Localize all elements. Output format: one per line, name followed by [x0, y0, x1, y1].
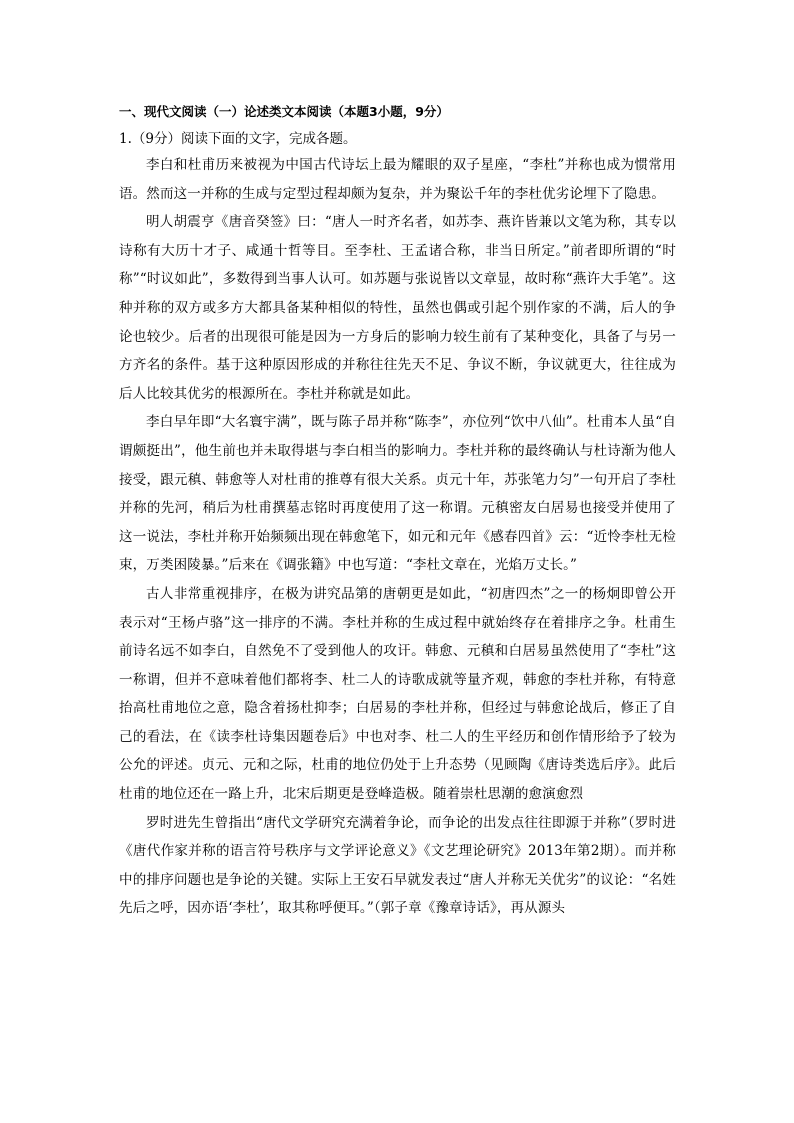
body-paragraph-1: 李白和杜甫历来被视为中国古代诗坛上最为耀眼的双子星座，“李杜”并称也成为惯常用语。然而这一并称的生成与定型过程却颇为复杂，并为聚讼千年的李杜优劣论埋下了隐患。 — [119, 157, 676, 202]
body-paragraph-5: 罗时进先生曾指出“唐代文学研究充满着争论，而争论的出发点往往即源于并称”（罗时进《唐代作家并称的语言符号秩序与文学评论意义》《文艺理论研究》2013年第2期）。而并称中的排序问题也是争论的关键。实际上王安石早就发表过“唐人并称无关优劣”的议论：“名姓先后之呼，因亦语‘李杜’，取其称呼便耳。”（郭子章《豫章诗话》，再从源头 — [119, 814, 676, 917]
section-heading: 一、现代文阅读（一）论述类文本阅读（本题3小题，9分） — [119, 104, 449, 119]
body-paragraph-3: 李白早年即“大名寰宇满”，既与陈子昂并称“陈李”，亦位列“饮中八仙”。杜甫本人虽“自谓颇挺出”，他生前也并未取得堪与李白相当的影响力。李杜并称的最终确认与杜诗渐为他人接受，跟元稹、韩愈等人对杜甫的推尊有很大关系。贞元十年，苏张笔力匀”一句开启了李杜并称的先河，稍后为杜甫撰墓志铭时再度使用了这一称谓。元稹密友白居易也接受并使用了这一说法，李杜并称开始频频出现在韩愈笔下，如元和元年《感春四首》云：“近怜李杜无检束，万类困陵暴。”后来在《调张籍》中也写道：“李杜文章在，光焰万丈长。” — [119, 414, 676, 574]
body-paragraph-4: 古人非常重视排序，在极为讲究品第的唐朝更是如此，“初唐四杰”之一的杨炯即曾公开表示对“王杨卢骆”这一排序的不满。李杜并称的生成过程中就始终存在着排序之争。杜甫生前诗名远不如李白，自然免不了受到他人的攻讦。韩愈、元稹和白居易虽然使用了“李杜”这一称谓，但并不意味着他们都将李、杜二人的诗歌成就等量齐观，韩愈的李杜并称，有特意抬高杜甫地位之意，隐含着扬杜抑李；白居易的李杜并称，但经过与韩愈论战后，修正了自己的看法，在《读李杜诗集因题卷后》中也对李、杜二人的生平经历和创作情形给予了较为公允的评述。贞元、元和之际，杜甫的地位仍处于上升态势（见顾陶《唐诗类选后序》。此后杜甫的地位还在一路上升，北宋后期更是登峰造极。随着崇杜思潮的愈演愈烈 — [119, 585, 676, 803]
body-paragraph-2: 明人胡震亨《唐音癸签》曰：“唐人一时齐名者，如苏李、燕许皆兼以文笔为称，其专以诗称有大历十才子、咸通十哲等目。至李杜、王孟诸合称，非当日所定。”前者即所谓的“时称”“时议如此”，多数得到当事人认可。如苏题与张说皆以文章显，故时称“燕许大手笔”。这种并称的双方或多方大都具备某种相似的特性，虽然也偶或引起个别作家的不满，后人的争论也较少。后者的出现很可能是因为一方身后的影响力较生前有了某种变化，具备了与另一方齐名的条件。基于这种原因形成的并称往往先天不足、争议不断，争议就更大，往往成为后人比较其优劣的根源所在。李杜并称就是如此。 — [119, 214, 676, 402]
question-prompt: 1.（9分）阅读下面的文字，完成各题。 — [119, 131, 357, 147]
document-content — [119, 103, 676, 923]
